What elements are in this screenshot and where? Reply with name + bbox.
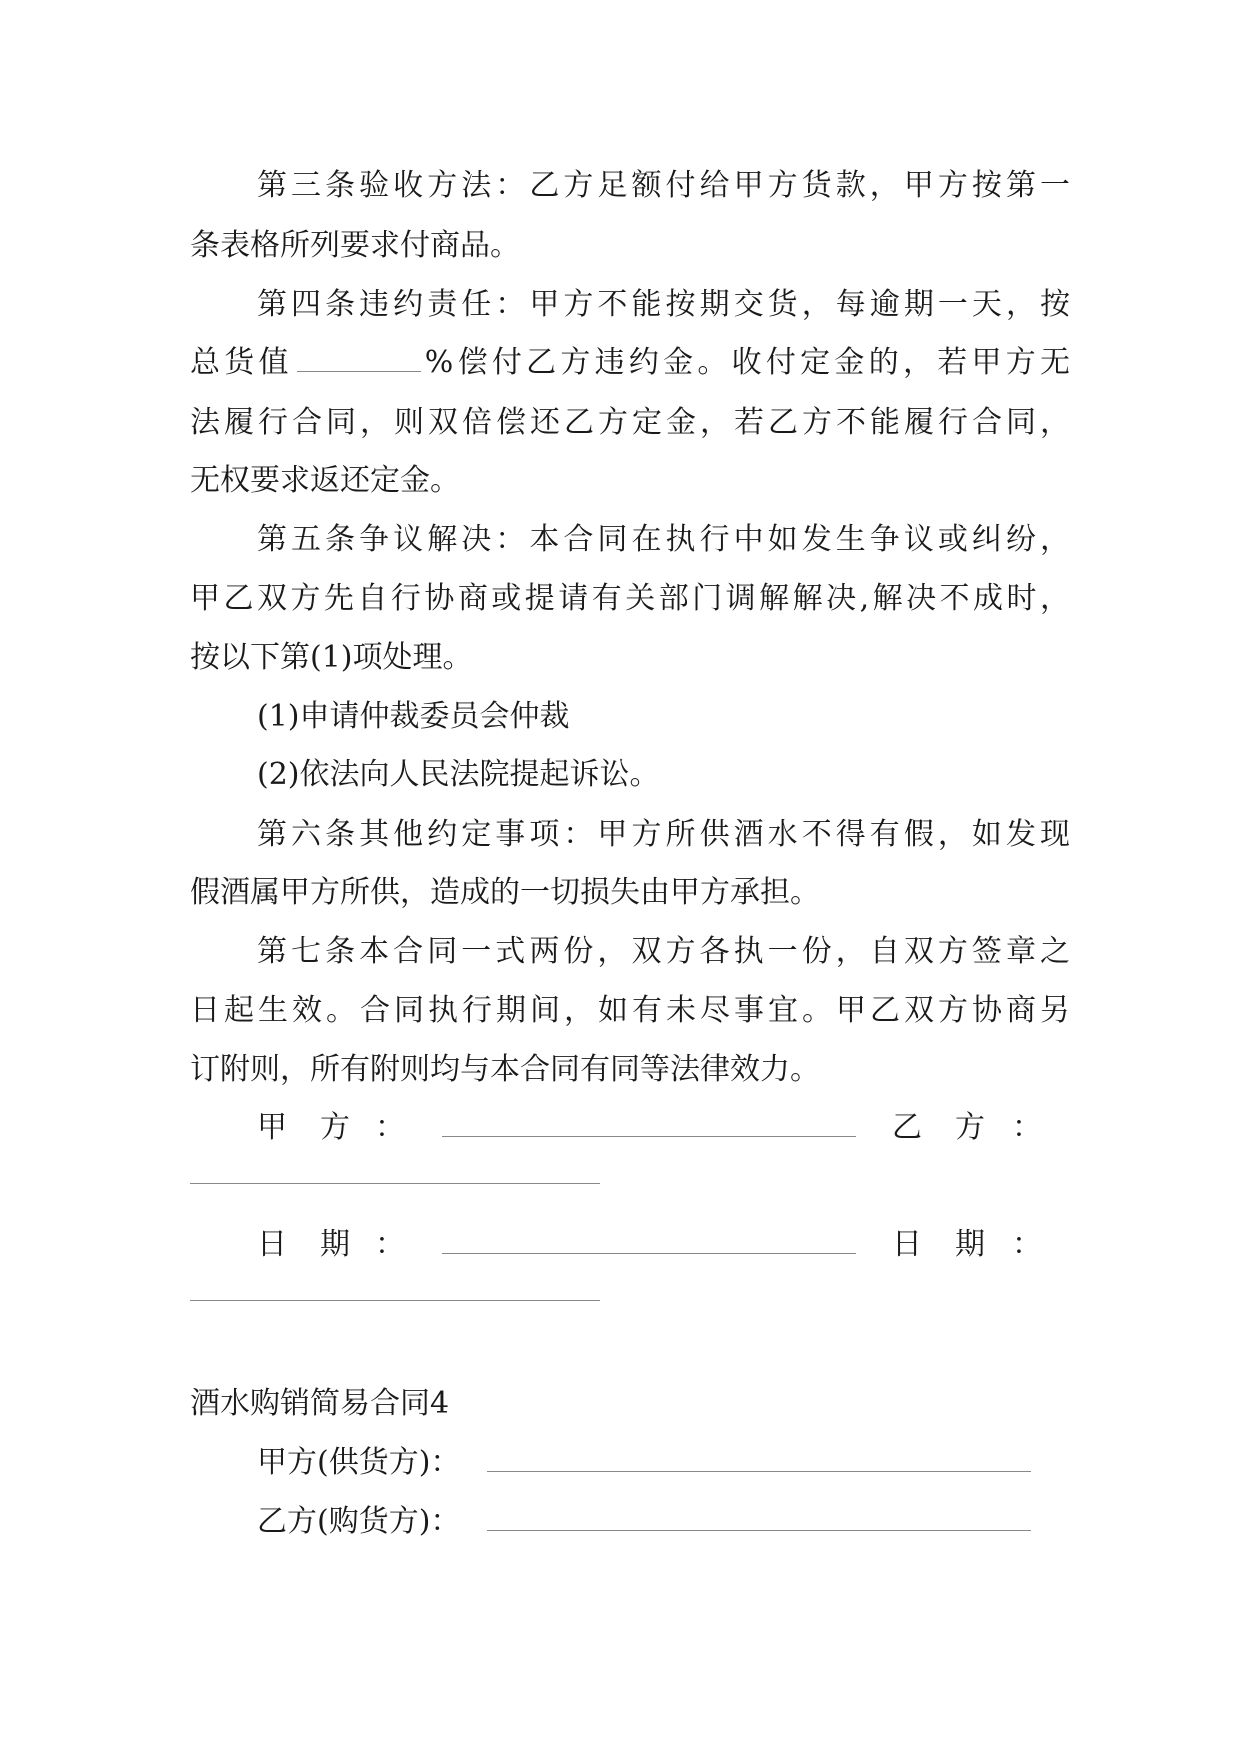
party-a-colon: ： (375, 1110, 405, 1145)
article4-total-value-label: 总货值 (190, 345, 293, 380)
date-b-colon: ： (1012, 1227, 1042, 1262)
article4-line3: 法履行合同，则双倍偿还乙方定金，若乙方不能履行合同， (190, 405, 1070, 440)
article6-line1: 第六条其他约定事项：甲方所供酒水不得有假，如发现 (257, 817, 1070, 852)
date-a-line (442, 1253, 856, 1254)
article5-line3: 按以下第(1)项处理。 (190, 640, 473, 675)
article4-line1: 第四条违约责任：甲方不能按期交货，每逾期一天，按 (257, 287, 1070, 322)
article6-line2: 假酒属甲方所供，造成的一切损失由甲方承担。 (190, 875, 820, 910)
contract4-title: 酒水购销简易合同4 (190, 1386, 450, 1421)
article5-line2: 甲乙双方先自行协商或提请有关部门调解解决,解决不成时， (190, 581, 1070, 616)
article7-line1: 第七条本合同一式两份，双方各执一份，自双方签章之 (257, 934, 1070, 969)
supplier-label: 甲方(供货方)： (257, 1445, 461, 1480)
date-b-char2: 期 (955, 1227, 985, 1262)
article4-line2-rest: %偿付乙方违约金。收付定金的，若甲方无 (424, 345, 1071, 380)
date-a-char2: 期 (320, 1227, 350, 1262)
party-a-char1: 甲 (257, 1110, 287, 1145)
date-b-char1: 日 (892, 1227, 922, 1262)
article3-line1: 第三条验收方法：乙方足额付给甲方货款，甲方按第一 (257, 168, 1070, 203)
article5-line1: 第五条争议解决：本合同在执行中如发生争议或纠纷， (257, 522, 1070, 557)
buyer-line (487, 1530, 1031, 1531)
date-a-char1: 日 (257, 1227, 287, 1262)
party-b-signature-line (190, 1183, 600, 1184)
party-b-char2: 方 (955, 1110, 985, 1145)
party-b-colon: ： (1012, 1110, 1042, 1145)
article7-line3: 订附则，所有附则均与本合同有同等法律效力。 (190, 1052, 820, 1087)
penalty-percent-blank (297, 343, 421, 372)
supplier-line (487, 1471, 1031, 1472)
article4-line2 (190, 343, 1070, 383)
party-a-char2: 方 (320, 1110, 350, 1145)
date-b-line (190, 1300, 600, 1301)
article7-line2: 日起生效。合同执行期间，如有未尽事宜。甲乙双方协商另 (190, 993, 1070, 1028)
date-a-colon: ： (375, 1227, 405, 1262)
party-a-signature-line (442, 1136, 856, 1137)
buyer-label: 乙方(购货方)： (257, 1504, 461, 1539)
article5-option2: (2)依法向人民法院提起诉讼。 (257, 757, 660, 792)
article5-option1: (1)申请仲裁委员会仲裁 (257, 699, 570, 734)
article4-line4: 无权要求返还定金。 (190, 463, 460, 498)
article3-line2: 条表格所列要求付商品。 (190, 228, 520, 263)
party-b-char1: 乙 (892, 1110, 922, 1145)
